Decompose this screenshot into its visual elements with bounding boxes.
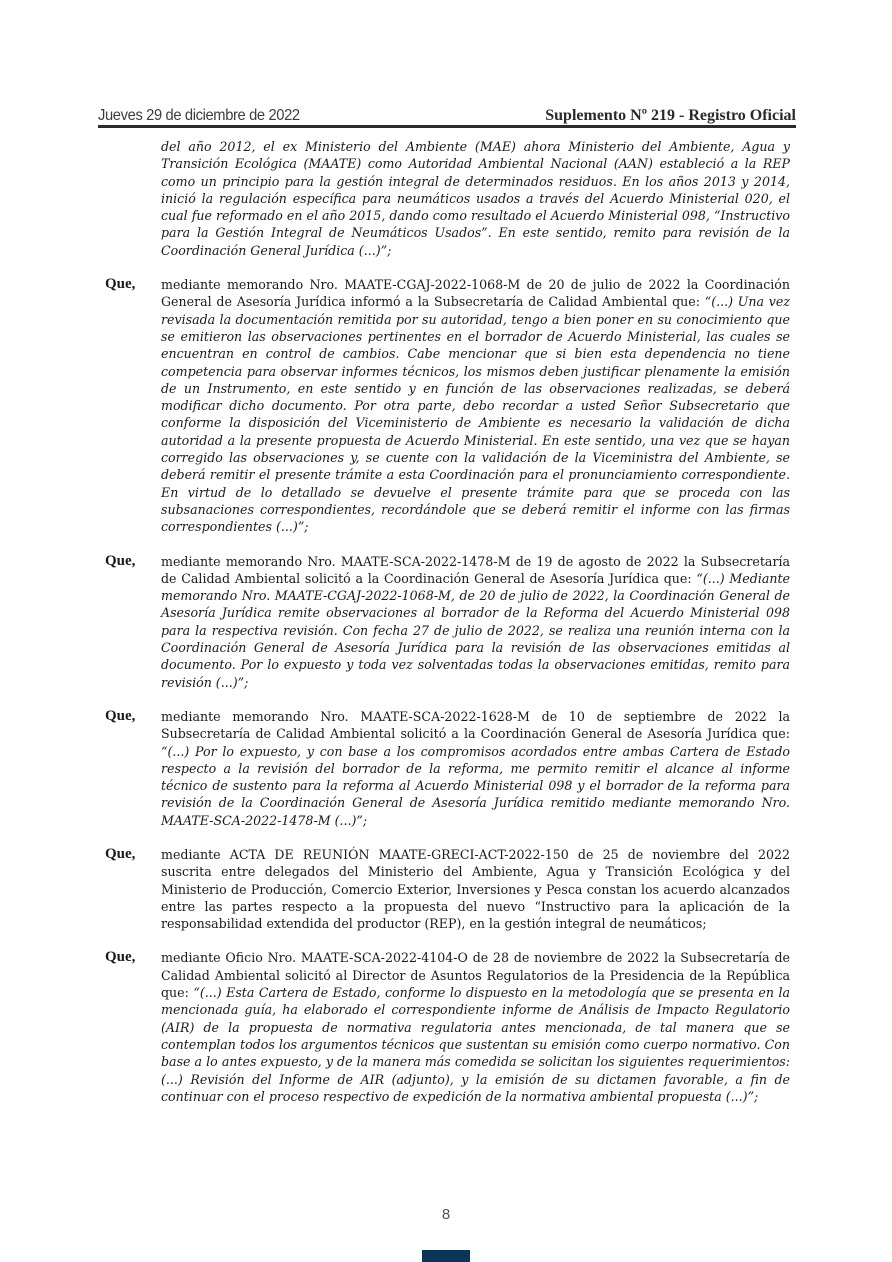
paragraph-text: mediante memorando Nro. MAATE-SCA-2022-1478-M de 19 de agosto de 2022 la Subsecretaría de Calidad Ambiental solicitó a la Coordinación General de Asesoría Jurídica que: [161,553,790,586]
paragraph-quote: “(...) Mediante memorando Nro. MAATE-CGAJ-2022-1068-M, de 20 de julio de 2022, la Coordinación General de Asesoría Jurídica remite observaciones al borrador de la Reforma del Acuerdo Ministerial 098 para la respectiva revisión. Con fecha 27 de julio de 2022, se realiza una reunión interna con la Coordinación General de Asesoría Jurídica para la revisión de las observaciones emitidas al documento. Por lo expuesto y toda vez solventadas todas la observaciones emitidas, remito para revisión (...)”; [161,570,790,690]
page-header [98,103,796,125]
document-body [105,138,790,1122]
paragraph-label: Que, [105,845,136,862]
continuation-paragraph: del año 2012, el ex Ministerio del Ambiente (MAE) ahora Ministerio del Ambiente, Agua y Transición Ecológica (MAATE) como Autoridad Ambiental Nacional (AAN) estableció a la REP como un principio para la gestión integral de determinados residuos. En los años 2013 y 2014, inició la regulación específica para neumáticos usados a través del Acuerdo Ministerial 020, el cual fue reformado en el año 2015, dando como resultado el Acuerdo Ministerial 098, “Instructivo para la Gestión Integral de Neumáticos Usados”. En este sentido, remito para revisión de la Coordinación General Jurídica (...)”; [161,139,790,258]
paragraph-text: mediante Oficio Nro. MAATE-SCA-2022-4104-O de 28 de noviembre de 2022 la Subsecretaría de Calidad Ambiental solicitó al Director de Asuntos Regulatorios de la Presidencia de la República que: [161,950,790,1001]
considerando-paragraph [105,276,790,535]
header-rule [98,125,796,128]
considerando-paragraph [105,846,790,932]
paragraph-label: Que, [105,949,136,966]
footer-bar [422,1250,470,1262]
paragraph-quote: “(...) Esta Cartera de Estado, conforme lo dispuesto en la metodología que se presenta en la mencionada guía, ha elaborado el correspondiente informe de Análisis de Impacto Regulatorio (AIR) de la propuesta de normativa regulatoria antes mencionada, de tal manera que se contemplan todos los argumentos técnicos que sustentan su emisión como cuerpo normativo. Con base a lo antes expuesto, y de la manera más comedida se solicitan los siguientes requerimientos: (...) Revisión del Informe de AIR (adjunto), y la emisión de su dictamen favorable, a fin de continuar con el proceso respectivo de expedición de la normativa ambiental propuesta (...)”; [161,985,791,1104]
paragraph-text: mediante memorando Nro. MAATE-CGAJ-2022-1068-M de 20 de julio de 2022 la Coordinación General de Asesoría Jurídica informó a la Subsecretaría de Calidad Ambiental que: [161,277,790,310]
page-number: 8 [441,1206,451,1223]
considerando-paragraph [105,553,790,691]
paragraph-quote: “(...) Por lo expuesto, y con base a los compromisos acordados entre ambas Cartera de Estado respecto a la revisión del borrador de la reforma, me permito remitir el alcance al informe técnico de sustento para la reforma al Acuerdo Ministerial 098 y el borrador de la reforma para revisión de la Coordinación General de Asesoría Jurídica remitido mediante memorando Nro. MAATE-SCA-2022-1478-M (...)”; [161,743,790,828]
paragraph-text: mediante memorando Nro. MAATE-SCA-2022-1628-M de 10 de septiembre de 2022 la Subsecretaría de Calidad Ambiental solicitó a la Coordinación General de Asesoría Jurídica que: [161,708,790,742]
considerando-paragraph [105,949,790,1105]
paragraph-label: Que, [105,707,136,724]
paragraph-quote: “(...) Una vez revisada la documentación remitida por su autoridad, tengo a bien poner en su conocimiento que se emitieron las observaciones pertinentes en el borrador de Acuerdo Ministerial, las cuales se encuentran en control de cambios. Cabe mencionar que si bien esta dependencia no tiene competencia para observar informes técnicos, los mismos deben justificar plenamente la emisión de un Instrumento, en este sentido y en función de las observaciones realizadas, se deberá modificar dicho documento. Por otra parte, debo recordar a usted Señor Subsecretario que conforme la disposición del Viceministerio de Ambiente es necesario la validación de dicha autoridad a la presente propuesta de Acuerdo Ministerial. En este sentido, una vez que se hayan corregido las observaciones y, se cuente con la validación de la Viceministra del Ambiente, se deberá remitir el presente trámite a esta Coordinación para el pronunciamiento correspondiente. En virtud de lo detallado se devuelve el presente trámite para que se proceda con las subsanaciones correspondientes, recordándole que se deberá remitir el informe con las firmas correspondientes (...)”; [161,294,791,535]
paragraph-text: mediante ACTA DE REUNIÓN MAATE-GRECI-ACT-2022-150 de 25 de noviembre del 2022 suscrita entre delegados del Ministerio del Ambiente, Agua y Transición Ecológica y del Ministerio de Producción, Comercio Exterior, Inversiones y Pesca constan los acuerdo alcanzados entre las partes respecto a la propuesta del nuevo “Instructivo para la aplicación de la responsabilidad extendida del productor (REP), en la gestión integral de neumáticos; [161,846,790,932]
header-date: Jueves 29 de diciembre de 2022 [98,107,300,124]
paragraph-label: Que, [105,276,136,293]
considerando-paragraph [105,708,790,829]
header-publication: Suplemento Nº 219 - Registro Oficial [545,107,796,124]
paragraph-label: Que, [105,552,136,569]
